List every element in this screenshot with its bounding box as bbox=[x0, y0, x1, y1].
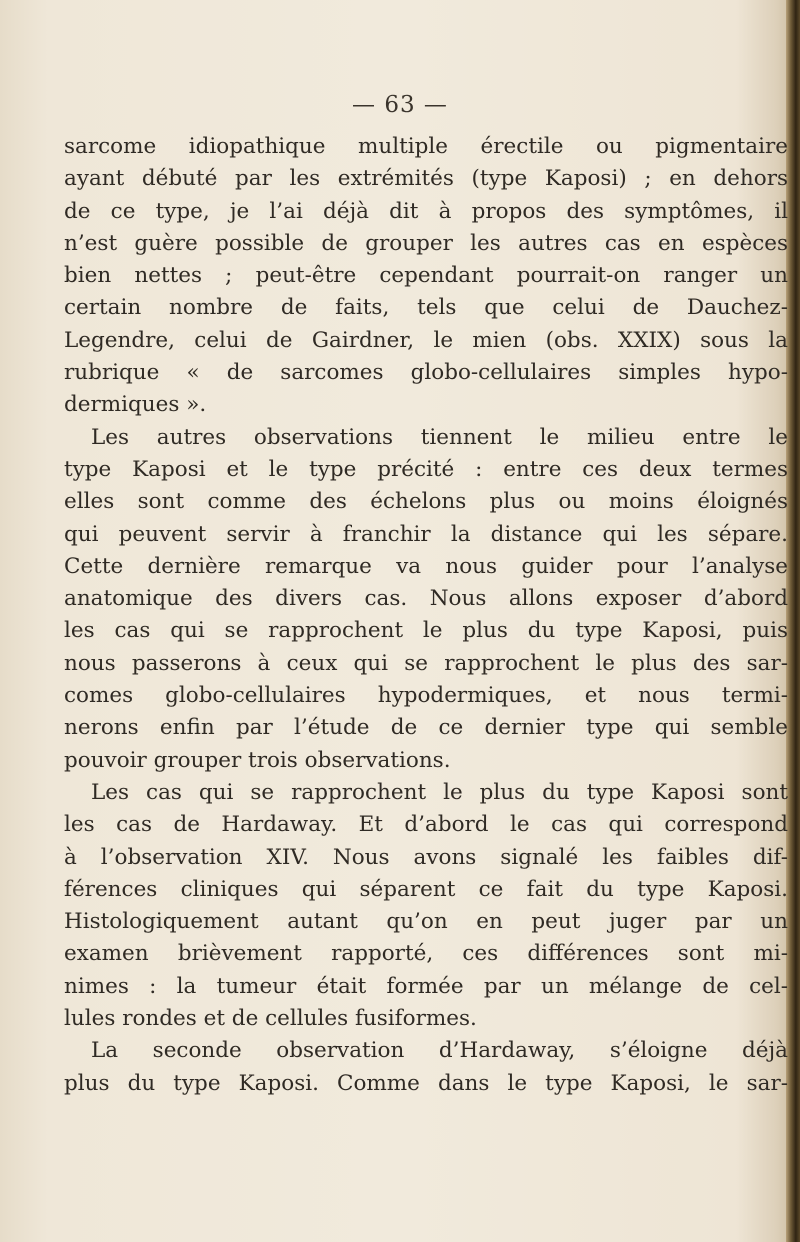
text-line: Histologiquement autant qu’on en peut juger par un bbox=[64, 909, 788, 935]
body-text bbox=[64, 131, 788, 1100]
text-line: Legendre, celui de Gairdner, le mien (obs. XXIX) sous la bbox=[64, 327, 788, 353]
page-number: — 63 — bbox=[352, 92, 448, 118]
text-line: sarcome idiopathique multiple érectile ou pigmentaire bbox=[64, 134, 788, 159]
text-line: comes globo-cellulaires hypodermiques, et nous termi- bbox=[64, 683, 788, 709]
text-line: type Kaposi et le type précité : entre ces deux termes bbox=[64, 456, 788, 482]
text-line: les cas qui se rapprochent le plus du type Kaposi, puis bbox=[64, 618, 788, 644]
text-line: bien nettes ; peut-être cependant pourrait-on ranger un bbox=[64, 263, 788, 289]
text-line: lules rondes et de cellules fusiformes. bbox=[64, 1006, 477, 1032]
text-line: de ce type, je l’ai déjà dit à propos des symptômes, il bbox=[64, 198, 788, 224]
text-line: ayant débuté par les extrémités (type Kaposi) ; en dehors bbox=[64, 166, 788, 192]
text-line: elles sont comme des échelons plus ou moins éloignés bbox=[64, 489, 788, 515]
text-line: Cette dernière remarque va nous guider pour l’analyse bbox=[64, 553, 788, 579]
text-line: les cas de Hardaway. Et d’abord le cas qui correspond bbox=[64, 812, 788, 838]
text-line: anatomique des divers cas. Nous allons exposer d’abord bbox=[64, 586, 788, 612]
text-line: examen brièvement rapporté, ces différences sont mi- bbox=[64, 941, 788, 967]
text-line: dermiques ». bbox=[64, 392, 207, 418]
text-line: qui peuvent servir à franchir la distance qui les sépare. bbox=[64, 521, 788, 547]
text-line: nous passerons à ceux qui se rapprochent le plus des sar- bbox=[64, 650, 788, 676]
paragraph-start: Les cas qui se rapprochent le plus du type Kaposi sont bbox=[91, 779, 788, 805]
text-line: rubrique « de sarcomes globo-cellulaires simples hypo- bbox=[64, 360, 788, 386]
text-line: à l’observation XIV. Nous avons signalé les faibles dif- bbox=[64, 844, 788, 870]
text-line: nimes : la tumeur était formée par un mélange de cel- bbox=[64, 973, 788, 999]
text-line: férences cliniques qui séparent ce fait du type Kaposi. bbox=[64, 876, 788, 902]
text-line: pouvoir grouper trois observations. bbox=[64, 747, 451, 773]
page-edge-shadow bbox=[786, 0, 800, 1242]
text-line: nerons enfin par l’étude de ce dernier type qui semble bbox=[64, 715, 788, 741]
text-line: certain nombre de faits, tels que celui de Dauchez- bbox=[64, 295, 788, 321]
paragraph-start: La seconde observation d’Hardaway, s’éloigne déjà bbox=[91, 1038, 788, 1064]
text-line: plus du type Kaposi. Comme dans le type Kaposi, le sar- bbox=[64, 1070, 788, 1096]
text-line: n’est guère possible de grouper les autres cas en espèces bbox=[64, 230, 788, 256]
paragraph-start: Les autres observations tiennent le milieu entre le bbox=[91, 424, 788, 450]
